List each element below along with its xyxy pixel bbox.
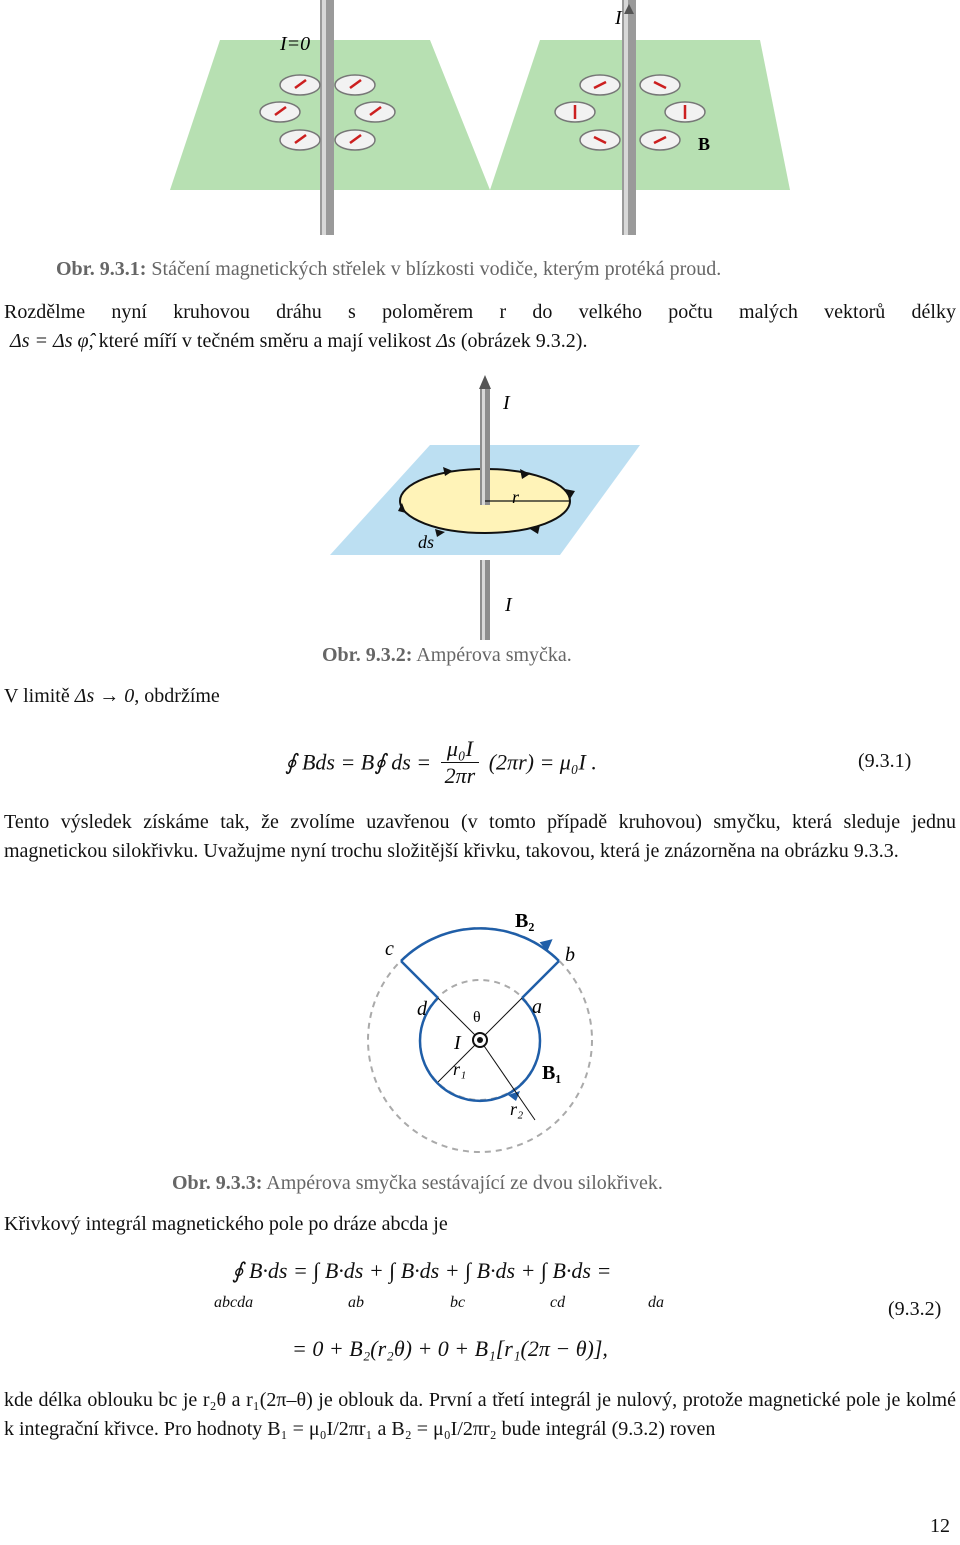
limit-math: Δs → 0 [74, 685, 135, 707]
label-i: I [454, 1032, 461, 1054]
delta-s-vector: Δs = Δs φ̂ [10, 330, 89, 352]
eq1-rhs: (2πr) = μ₀I . [488, 749, 597, 775]
eq1-denominator: 2πr [444, 763, 476, 788]
figure3-caption-number: Obr. 9.3.3: [172, 1172, 263, 1194]
figure-two-field-lines [360, 905, 620, 1175]
figure3-caption-text: Ampérova smyčka sestávající ze dvou silokřivek. [262, 1172, 663, 1194]
paragraph-1-text: , které míří v tečném směru a mají velikost [88, 330, 437, 352]
label-b1: B₁ [542, 1062, 562, 1084]
label-a: a [532, 996, 542, 1018]
segment-ab [522, 961, 559, 998]
sub-cd: cd [550, 1294, 566, 1311]
eq1-lhs: ∮ Bds = B∮ ds = [285, 749, 432, 775]
plane-right [490, 40, 790, 190]
label-i-zero: I=0 [280, 33, 311, 55]
paragraph-3: Křivkový integrál magnetického pole po dráze abcda je [4, 1213, 448, 1235]
page-number: 12 [930, 1515, 950, 1537]
label-r1: r₁ [453, 1059, 467, 1079]
limit-statement [4, 682, 220, 710]
sub-bc: bc [450, 1294, 466, 1311]
figure1-caption [56, 258, 721, 281]
delta-s-magnitude: Δs [436, 330, 456, 352]
arc-bc [401, 928, 559, 961]
label-b-field: B [698, 134, 711, 154]
figure-ampere-loop [320, 375, 650, 640]
paragraph-1-line-2 [4, 327, 956, 356]
label-theta: θ [473, 1009, 481, 1026]
label-c: c [385, 938, 394, 960]
equation-number-2: (9.3.2) [888, 1298, 942, 1320]
figure2-caption-text: Ampérova smyčka. [412, 644, 572, 666]
figure1-caption-number: Obr. 9.3.1: [56, 258, 147, 280]
label-i-current: I [615, 7, 622, 29]
label-ds: ds [418, 532, 435, 552]
figure2-caption [322, 644, 572, 667]
equation-number-1: (9.3.1) [858, 750, 912, 772]
sub-abcda: abcda [214, 1294, 254, 1311]
sub-ab: ab [348, 1294, 364, 1311]
segment-cd [401, 961, 438, 998]
paragraph-1-line-1: Rozdělme nyní kruhovou dráhu s poloměrem r do velkého počtu malých vektorů délky [4, 301, 956, 323]
label-i-top: I [503, 392, 510, 414]
limit-text: V limitě [4, 685, 75, 707]
figure3-caption [172, 1172, 663, 1195]
limit-end: , obdržíme [134, 685, 220, 707]
paragraph-2: Tento výsledek získáme tak, že zvolíme uzavřenou (v tomto případě kruhovou) smyčku, která sleduje jednu magnetickou silokřivku. Uvažujme nyní trochu složitější křivku, takovou, která je znázorněna na obrázku 9.3.3. [4, 811, 956, 862]
equation-9-3-2-line-1: ∮ B·ds = ∫ B·ds + ∫ B·ds + ∫ B·ds + ∫ B·ds = [232, 1258, 612, 1283]
figure1-caption-text: Stáčení magnetických střelek v blízkosti vodiče, kterým protéká proud. [146, 258, 722, 280]
label-i-bottom: I [505, 594, 512, 616]
label-b2: B₂ [515, 910, 535, 932]
equation-9-3-1 [285, 736, 597, 789]
sub-da: da [648, 1294, 664, 1311]
paragraph-1-end: (obrázek 9.3.2). [455, 330, 588, 352]
paragraph-4: kde délka oblouku bc je r₂θ a r₁(2π–θ) je oblouk da. První a třetí integrál je nulový, protože magnetické pole je kolmé k integrační křivce. Pro hodnoty B₁ = μ₀I/2πr₁ a B₂ = μ₀I/2πr₂ bude integrál (9.3.2) roven [4, 1389, 956, 1440]
label-r2: r₂ [510, 1099, 524, 1119]
figure2-caption-number: Obr. 9.3.2: [322, 644, 413, 666]
paragraph-1 [4, 298, 956, 356]
equation-9-3-2-line-2: = 0 + B₂(r₂θ) + 0 + B₁[r₁(2π − θ)], [292, 1336, 608, 1361]
eq1-numerator: μ₀I [441, 736, 480, 763]
label-r: r [512, 487, 520, 507]
figure-compass-needles [150, 0, 810, 250]
label-d: d [417, 998, 427, 1020]
eq1-fraction [441, 736, 480, 789]
label-b: b [565, 944, 575, 966]
